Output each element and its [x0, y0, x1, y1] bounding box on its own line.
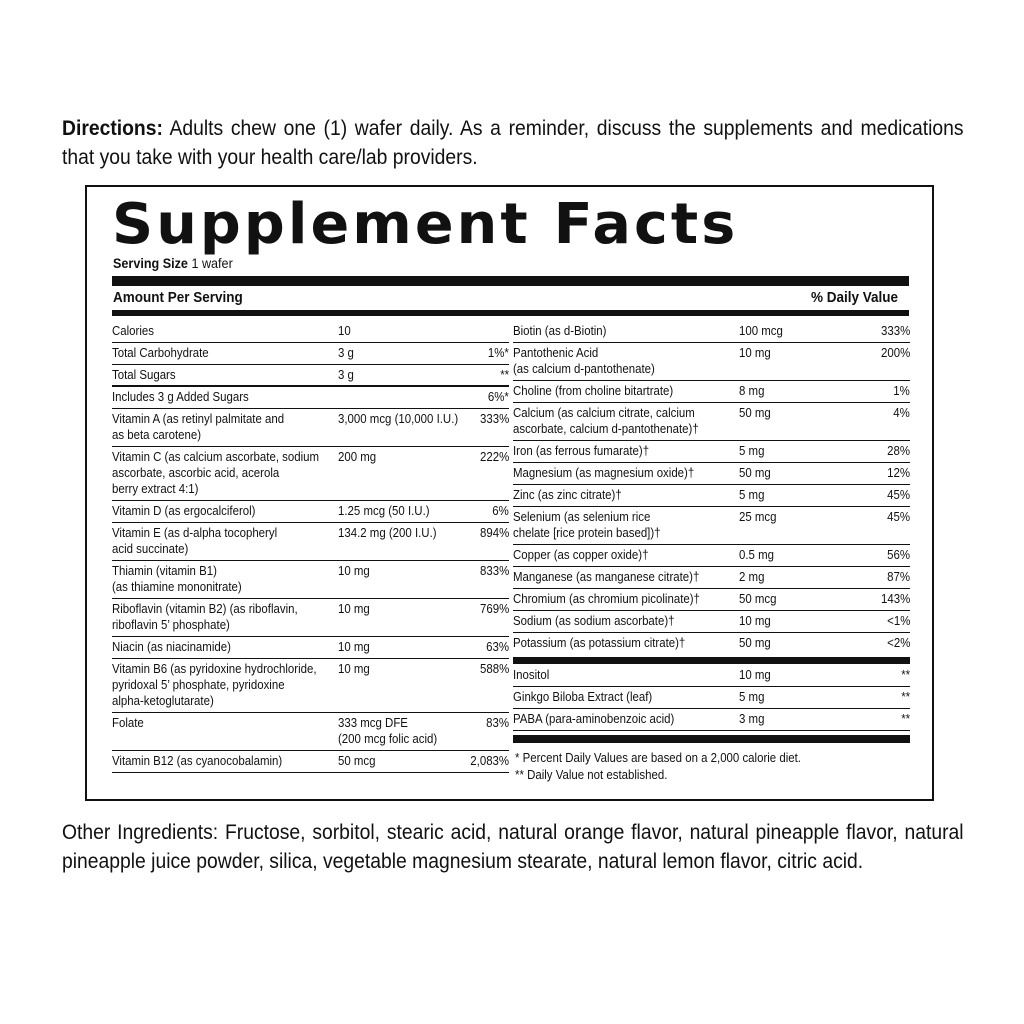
nutrient-daily-value: 1%	[893, 383, 910, 398]
serving-size-label: Serving Size	[113, 255, 188, 271]
nutrient-name: Biotin (as d-Biotin)	[513, 323, 607, 338]
left-nutrient-column	[112, 321, 509, 773]
nutrient-daily-value: 12%	[887, 465, 910, 480]
left-row	[112, 501, 509, 523]
nutrient-amount: 50 mg	[739, 405, 771, 420]
nutrient-amount: 2 mg	[739, 569, 765, 584]
nutrient-name: Inositol	[513, 667, 550, 682]
nutrient-name: Vitamin A (as retinyl palmitate and as beta carotene)	[112, 411, 285, 442]
serving-size-value: 1 wafer	[187, 255, 233, 271]
directions-label: Directions:	[62, 117, 163, 140]
left-row	[112, 343, 509, 365]
nutrient-name: Vitamin B12 (as cyanocobalamin)	[112, 753, 283, 768]
nutrient-daily-value: 143%	[880, 591, 910, 606]
nutrient-name: Total Sugars	[112, 367, 176, 382]
left-row	[112, 659, 509, 713]
directions-body: Adults chew one (1) wafer daily. As a reminder, discuss the supplements and medications that you take with your health care/lab providers.	[62, 117, 964, 169]
nutrient-daily-value: 6%	[492, 503, 509, 518]
left-row	[112, 387, 509, 409]
right-row	[513, 611, 910, 633]
right-row	[513, 381, 910, 403]
right-row	[513, 567, 910, 589]
nutrient-daily-value: 1%*	[488, 345, 509, 360]
nutrient-amount: 10 mg	[739, 613, 771, 628]
nutrient-name: Calories	[112, 323, 154, 338]
nutrient-name: Vitamin B6 (as pyridoxine hydrochloride, pyridoxal 5’ phosphate, pyridoxine alpha-ketoglutarate)	[112, 661, 317, 708]
nutrient-amount: 5 mg	[739, 487, 765, 502]
nutrient-daily-value: 588%	[479, 661, 509, 676]
thick-rule-top	[112, 276, 909, 286]
nutrient-amount: 333 mcg DFE (200 mcg folic acid)	[338, 715, 438, 746]
nutrient-name: Potassium (as potassium citrate)†	[513, 635, 686, 650]
other-ingredients: Other Ingredients: Fructose, sorbitol, stearic acid, natural orange flavor, natural pineapple flavor, natural pineapple juice powder, silica, vegetable magnesium stearate, natural lemon flavor, citric acid.	[62, 821, 964, 873]
nutrient-name: Niacin (as niacinamide)	[112, 639, 231, 654]
thick-rule-header	[112, 310, 909, 316]
nutrient-amount: 10 mg	[338, 661, 370, 676]
nutrient-daily-value: 83%	[486, 715, 509, 730]
nutrient-amount: 3,000 mcg (10,000 I.U.)	[338, 411, 459, 426]
footnotes: * Percent Daily Values are based on a 2,000 calorie diet. ** Daily Value not established.	[515, 750, 801, 782]
right-nutrient-column	[513, 321, 910, 731]
nutrient-name: Folate	[112, 715, 144, 730]
right-row	[513, 687, 910, 709]
nutrient-amount: 1.25 mcg (50 I.U.)	[338, 503, 430, 518]
nutrient-daily-value: 45%	[887, 487, 910, 502]
nutrient-amount: 10 mg	[338, 639, 370, 654]
right-row	[513, 665, 910, 687]
nutrient-daily-value: 45%	[887, 509, 910, 524]
panel-title: Supplement Facts	[112, 192, 739, 257]
nutrient-daily-value: **	[500, 367, 509, 382]
right-row	[513, 403, 910, 441]
nutrient-amount: 5 mg	[739, 689, 765, 704]
nutrient-daily-value: 28%	[887, 443, 910, 458]
nutrient-amount: 10	[338, 323, 351, 338]
nutrient-daily-value: **	[901, 711, 910, 726]
right-row	[513, 545, 910, 567]
nutrient-amount: 200 mg	[338, 449, 377, 464]
nutrient-name: Choline (from choline bitartrate)	[513, 383, 674, 398]
right-row	[513, 507, 910, 545]
nutrient-amount: 10 mg	[739, 667, 771, 682]
nutrient-amount: 50 mg	[739, 465, 771, 480]
nutrient-name: Pantothenic Acid (as calcium d-pantothenate)	[513, 345, 655, 376]
nutrient-name: Manganese (as manganese citrate)†	[513, 569, 700, 584]
right-row	[513, 441, 910, 463]
nutrient-daily-value: 4%	[893, 405, 910, 420]
directions-text	[62, 114, 964, 172]
nutrient-daily-value: <1%	[886, 613, 910, 628]
nutrient-amount: 8 mg	[739, 383, 765, 398]
thick-rule-footer	[513, 735, 910, 743]
left-row	[112, 561, 509, 599]
right-row	[513, 463, 910, 485]
nutrient-daily-value: 200%	[880, 345, 910, 360]
nutrient-name: Chromium (as chromium picolinate)†	[513, 591, 700, 606]
left-row	[112, 637, 509, 659]
nutrient-daily-value: 87%	[887, 569, 910, 584]
left-row	[112, 713, 509, 751]
nutrient-name: Magnesium (as magnesium oxide)†	[513, 465, 695, 480]
nutrient-name: Ginkgo Biloba Extract (leaf)	[513, 689, 653, 704]
left-row	[112, 523, 509, 561]
nutrient-name: Copper (as copper oxide)†	[513, 547, 649, 562]
nutrient-amount: 50 mcg	[338, 753, 376, 768]
nutrient-daily-value: <2%	[886, 635, 910, 650]
nutrient-daily-value: 769%	[479, 601, 509, 616]
daily-value-header: % Daily Value	[811, 289, 899, 306]
nutrient-name: PABA (para-aminobenzoic acid)	[513, 711, 675, 726]
left-row	[112, 751, 509, 773]
nutrient-daily-value: **	[901, 689, 910, 704]
nutrient-name: Sodium (as sodium ascorbate)†	[513, 613, 675, 628]
amount-per-serving-header: Amount Per Serving	[113, 289, 243, 306]
nutrient-name: Includes 3 g Added Sugars	[112, 389, 249, 404]
nutrient-amount: 10 mg	[739, 345, 771, 360]
nutrient-daily-value: 333%	[479, 411, 509, 426]
nutrient-amount: 50 mg	[739, 635, 771, 650]
serving-size	[113, 255, 233, 271]
nutrient-daily-value: **	[901, 667, 910, 682]
nutrient-name: Calcium (as calcium citrate, calcium ascorbate, calcium d-pantothenate)†	[513, 405, 699, 436]
nutrient-amount: 134.2 mg (200 I.U.)	[338, 525, 437, 540]
left-row	[112, 409, 509, 447]
nutrient-daily-value: 56%	[887, 547, 910, 562]
nutrient-amount: 3 g	[338, 345, 354, 360]
right-row	[513, 343, 910, 381]
nutrient-name: Total Carbohydrate	[112, 345, 209, 360]
nutrient-name: Zinc (as zinc citrate)†	[513, 487, 622, 502]
nutrient-amount: 3 g	[338, 367, 354, 382]
nutrient-name: Selenium (as selenium rice chelate [rice protein based])†	[513, 509, 661, 540]
nutrient-daily-value: 833%	[479, 563, 509, 578]
nutrient-daily-value: 333%	[880, 323, 910, 338]
right-row	[513, 321, 910, 343]
nutrient-amount: 100 mcg	[739, 323, 783, 338]
nutrient-amount: 0.5 mg	[739, 547, 774, 562]
nutrient-amount: 3 mg	[739, 711, 765, 726]
left-row	[112, 321, 509, 343]
left-row	[112, 365, 509, 387]
nutrient-amount: 10 mg	[338, 563, 370, 578]
right-row	[513, 589, 910, 611]
thick-rule-divider	[513, 657, 910, 664]
nutrient-amount: 25 mcg	[739, 509, 777, 524]
nutrient-amount: 50 mcg	[739, 591, 777, 606]
nutrient-name: Iron (as ferrous fumarate)†	[513, 443, 650, 458]
nutrient-amount: 5 mg	[739, 443, 765, 458]
right-row	[513, 633, 910, 655]
nutrient-name: Vitamin D (as ergocalciferol)	[112, 503, 256, 518]
nutrient-name: Thiamin (vitamin B1) (as thiamine mononitrate)	[112, 563, 242, 594]
nutrient-daily-value: 63%	[486, 639, 509, 654]
nutrient-amount: 10 mg	[338, 601, 370, 616]
left-row	[112, 599, 509, 637]
nutrient-daily-value: 6%*	[488, 389, 509, 404]
right-row	[513, 709, 910, 731]
nutrient-name: Riboflavin (vitamin B2) (as riboflavin, riboflavin 5’ phosphate)	[112, 601, 298, 632]
nutrient-name: Vitamin C (as calcium ascorbate, sodium ascorbate, ascorbic acid, acerola berry extract 4:1)	[112, 449, 320, 496]
nutrient-name: Vitamin E (as d-alpha tocopheryl acid succinate)	[112, 525, 278, 556]
nutrient-daily-value: 894%	[479, 525, 509, 540]
supplement-facts-panel	[85, 185, 934, 801]
nutrient-daily-value: 222%	[479, 449, 509, 464]
left-row	[112, 447, 509, 501]
right-row	[513, 485, 910, 507]
nutrient-daily-value: 2,083%	[470, 753, 509, 768]
